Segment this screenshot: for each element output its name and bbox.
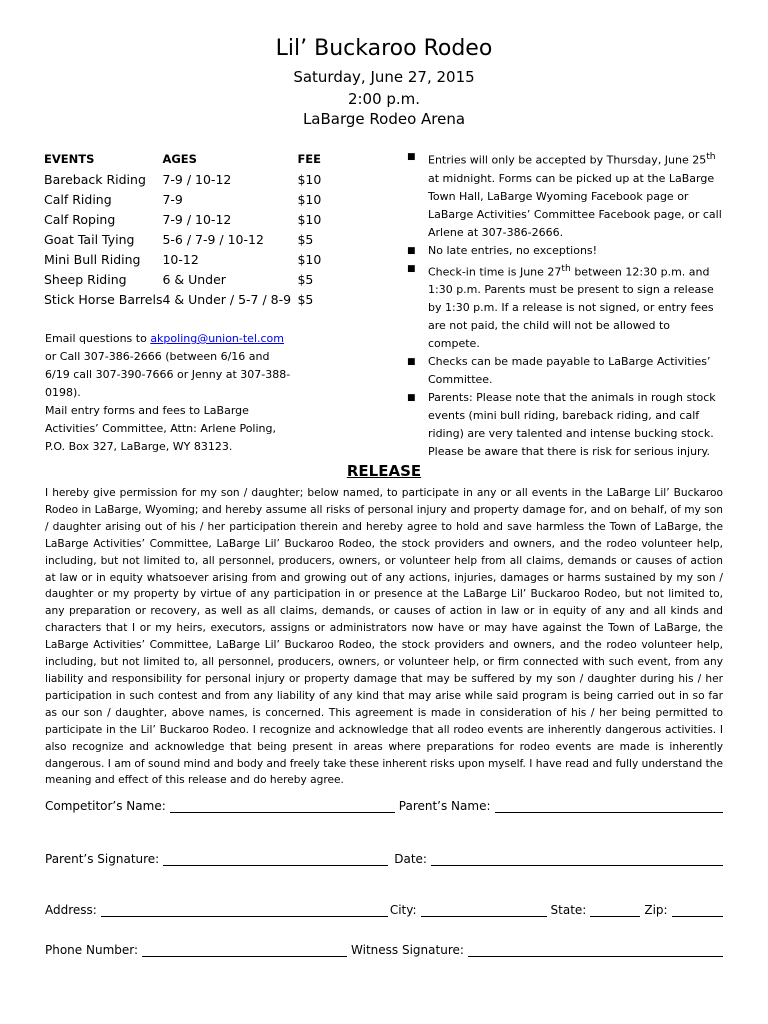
- event-fee: $5: [297, 232, 314, 247]
- date-field[interactable]: [431, 852, 723, 866]
- list-item: ■ Checks can be made payable to LaBarge Activities’ Committee.: [407, 355, 711, 387]
- event-ages: 5-6 / 7-9 / 10-12: [162, 232, 264, 247]
- contact-call: Call 307-386-2666 (between 6/16 and 6/19 call 307-390-7666 or Jenny at 307-388-0198).: [45, 350, 291, 399]
- form-row-contact: [45, 943, 723, 957]
- event-fee: $10: [297, 192, 322, 207]
- competitor-name-label: Competitor’s Name:: [45, 799, 166, 813]
- event-fee: $10: [297, 172, 322, 187]
- event-fee: $10: [297, 252, 322, 267]
- bullet-icon: ■: [407, 357, 416, 368]
- contact-email-suffix: or: [45, 350, 57, 363]
- event-name: Goat Tail Tying: [44, 232, 135, 247]
- release-heading: RELEASE: [346, 462, 422, 480]
- table-row: [44, 292, 347, 312]
- list-item: ■ No late entries, no exceptions!: [404, 242, 722, 260]
- contact-info: [45, 330, 295, 456]
- state-field[interactable]: [590, 903, 640, 917]
- competitor-name-field[interactable]: [170, 799, 395, 813]
- contact-email-link[interactable]: akpoling@union-tel.com: [150, 332, 284, 345]
- event-name: Calf Riding: [44, 192, 112, 207]
- release-body: I hereby give permission for my son / daughter; below named, to participate in any or all events in the LaBarge Lil’ Buckaroo Rodeo in LaBarge, Wyoming; and hereby assume all risks of personal injury and property damage for, and on behalf, of my son / daughter arising out of his / her participation therein and hereby agree to hold and save harmless the Town of LaBarge, the LaBarge Activities’ Committee, LaBarge Lil’ Buckaroo Rodeo, the stock providers and owners, and the rodeo volunteer help, including, but not limited to, all personnel, producers, owners, or volunteer help from all claims, demands or causes of action at law or in equity whatsoever arising from and growing out of any actions, injuries, damages or harms sustained by my son / daughter or my property by virtue of any participation in or presence at the LaBarge Lil’ Buckaroo Rodeo, but not limited to, any preparation or recovery, as well as all claims, demands, or causes of action in law or in equity of any and all kinds and characters that I or my heirs, executors, assigns or administrators now have or may have against the Town of LaBarge, the LaBarge Activities’ Committee, LaBarge Lil’ Buckaroo Rodeo, the stock providers and owners, and the rodeo volunteer help, including, but not limited to, all personnel, producers, owners, or volunteer help, or firm connected with such event, from any liability and responsibility for personal injury or property damage that may be suffered by my son / daughter during his / her participation in such contest and from any liability of any kind that may arise while said program is being carried out in so far as our son / daughter, above names, is concerned. This agreement is made in consideration of his / her being permitted to participate in the Lil’ Buckaroo Rodeo. I recognize and acknowledge that all rodeo events are inherently dangerous activities. I also recognize and acknowledge that being present in areas where preparations for rodeo events are made is inherently dangerous. I am of sound mind and body and freely take these inherent risks upon myself. I have read and fully understand the meaning and effect of this release and do hereby agree.: [45, 487, 723, 787]
- contact-email-prefix: Email questions to: [45, 332, 151, 345]
- table-row: [44, 172, 347, 192]
- phone-number-label: Phone Number:: [45, 943, 139, 957]
- event-fee: $5: [297, 272, 314, 287]
- table-row: [44, 232, 347, 252]
- city-label: City:: [389, 903, 417, 917]
- column-header-events: EVENTS: [44, 152, 95, 166]
- address-field[interactable]: [101, 903, 388, 917]
- page-title: Lil’ Buckaroo Rodeo: [275, 36, 493, 61]
- event-ages: 6 & Under: [162, 272, 226, 287]
- event-time: 2:00 p.m.: [347, 90, 421, 108]
- phone-number-field[interactable]: [142, 943, 347, 957]
- event-date: Saturday, June 27, 2015: [293, 68, 475, 86]
- bullet-icon: ■: [407, 393, 416, 404]
- events-table-header: [44, 152, 347, 172]
- bullet-icon: ■: [407, 245, 416, 256]
- event-fee: $10: [297, 212, 322, 227]
- table-row: [44, 212, 347, 232]
- parent-name-field[interactable]: [495, 799, 723, 813]
- witness-signature-label: Witness Signature:: [351, 943, 464, 957]
- entry-notes-list: [404, 148, 722, 461]
- table-row: [44, 192, 347, 212]
- city-field[interactable]: [421, 903, 547, 917]
- event-name: Bareback Riding: [44, 172, 146, 187]
- table-row: [44, 252, 347, 272]
- bullet-icon: ■: [407, 263, 416, 274]
- parent-name-label: Parent’s Name:: [398, 799, 491, 813]
- address-label: Address:: [45, 903, 97, 917]
- list-item: ■ Entries will only be accepted by Thursday, June 25th at midnight. Forms can be picked up at the LaBarge Town Hall, LaBarge Wyoming Facebook page or LaBarge Activities’ Committee Facebook page, or call Arlene at 307-386-2666.: [404, 148, 722, 242]
- table-row: [44, 272, 347, 292]
- form-row-names: [45, 799, 723, 813]
- events-table: [44, 152, 347, 312]
- event-ages: 7-9: [162, 192, 183, 207]
- list-item: ■ Parents: Please note that the animals in rough stock events (mini bull riding, bareback riding, and calf riding) are very talented and intense bucking stock. Please be aware that there is risk for serious injury.: [407, 391, 716, 459]
- event-name: Sheep Riding: [44, 272, 127, 287]
- witness-signature-field[interactable]: [468, 943, 723, 957]
- event-name: Stick Horse Barrels: [44, 292, 163, 307]
- parent-signature-label: Parent’s Signature:: [45, 852, 160, 866]
- zip-field[interactable]: [672, 903, 723, 917]
- list-item: ■ Check-in time is June 27th between 12:30 p.m. and 1:30 p.m. Parents must be present to sign a release by 1:30 p.m. If a release is not signed, or entry fees are not paid, the child will not be allowed to compete.: [404, 260, 722, 354]
- event-venue: LaBarge Rodeo Arena: [302, 110, 466, 128]
- event-ages: 10-12: [162, 252, 199, 267]
- parent-signature-field[interactable]: [163, 852, 388, 866]
- event-ages: 7-9 / 10-12: [162, 172, 232, 187]
- event-name: Calf Roping: [44, 212, 116, 227]
- state-label: State:: [550, 903, 587, 917]
- contact-mail: Mail entry forms and fees to LaBarge Activities’ Committee, Attn: Arlene Poling, P.O. Box 327, LaBarge, WY 83123.: [45, 404, 276, 453]
- event-ages: 7-9 / 10-12: [162, 212, 232, 227]
- date-label: Date:: [394, 852, 427, 866]
- event-ages: 4 & Under / 5-7 / 8-9: [162, 292, 292, 307]
- column-header-ages: AGES: [162, 152, 197, 166]
- zip-label: Zip:: [644, 903, 668, 917]
- form-row-signature: [45, 852, 723, 866]
- bullet-icon: ■: [407, 152, 416, 162]
- form-row-address: [45, 903, 723, 917]
- event-name: Mini Bull Riding: [44, 252, 141, 267]
- event-fee: $5: [297, 292, 314, 307]
- column-header-fee: FEE: [297, 152, 322, 166]
